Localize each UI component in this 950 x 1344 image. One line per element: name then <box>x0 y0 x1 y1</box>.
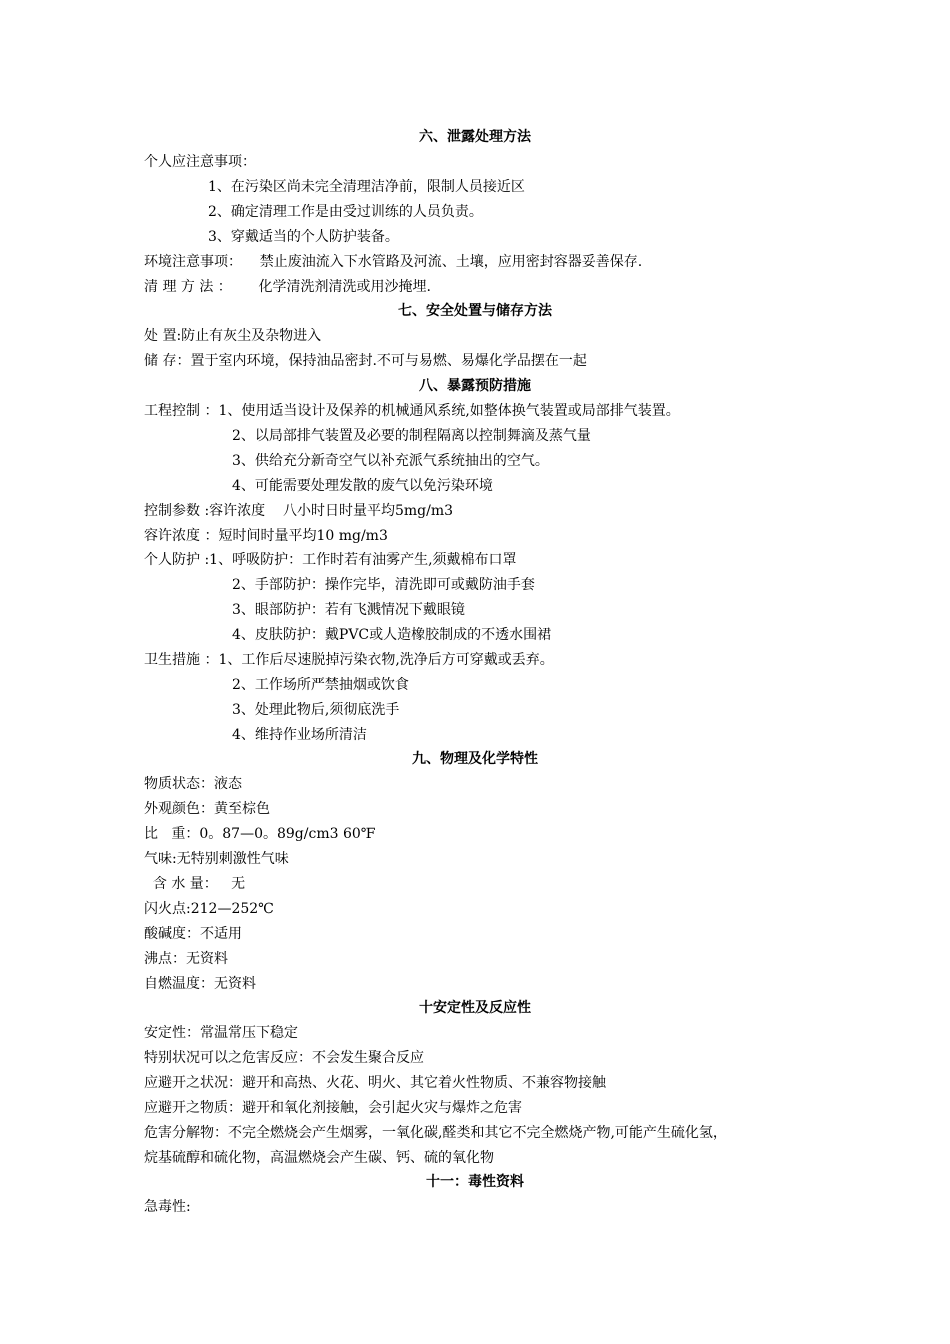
section-7-title: 七、安全处置与储存方法 <box>398 303 552 319</box>
personal-protection: 个人防护 :1、呼吸防护：工作时若有油雾产生,须戴棉布口罩 <box>144 552 517 568</box>
engineering-item: 4、可能需要处理发散的废气以免污染环境 <box>232 478 493 494</box>
property-line: 物质状态：液态 <box>144 776 242 792</box>
hygiene-item: 4、维持作业场所清洁 <box>232 727 367 743</box>
environment-precautions: 环境注意事项： 禁止废油流入下水管路及河流、土壤，应用密封容器妥善保存. <box>144 254 643 270</box>
property-line: 含 水 量： 无 <box>144 876 246 892</box>
section-9-title: 九、物理及化学特性 <box>412 751 538 767</box>
control-parameters: 控制参数 :容许浓度 八小时日时量平均5mg/m3 <box>144 503 454 519</box>
personal-item: 2、确定清理工作是由受过训练的人员负责。 <box>208 204 483 220</box>
stability-line: 应避开之物质：避开和氧化剂接触，会引起火灾与爆炸之危害 <box>144 1100 522 1116</box>
handling-text: 处 置:防止有灰尘及杂物进入 <box>144 328 322 344</box>
personal-item: 3、穿戴适当的个人防护装备。 <box>208 229 399 245</box>
stability-line: 危害分解物：不完全燃烧会产生烟雾，一氧化碳,醛类和其它不完全燃烧产物,可能产生硫化氢， <box>144 1125 727 1141</box>
property-line: 沸点：无资料 <box>144 951 228 967</box>
property-line: 比 重：0。87—0。89g/cm3 60℉ <box>144 826 376 842</box>
engineering-control: 工程控制 ：1、使用适当设计及保养的机械通风系统,如整体换气装置或局部排气装置。 <box>144 403 680 419</box>
hygiene-item: 3、处理此物后,须彻底洗手 <box>232 702 400 718</box>
storage-text: 储 存：置于室内环境，保持油品密封.不可与易燃、易爆化学品摆在一起 <box>144 353 587 369</box>
section-10-title: 十安定性及反应性 <box>419 1000 531 1016</box>
personal-precautions-label: 个人应注意事项： <box>144 154 256 170</box>
protection-item: 2、手部防护：操作完毕，清洗即可或戴防油手套 <box>232 577 535 593</box>
hygiene-item: 2、工作场所严禁抽烟或饮食 <box>232 677 409 693</box>
section-8-title: 八、暴露预防措施 <box>419 378 531 394</box>
property-line: 闪火点:212—252℃ <box>144 901 274 917</box>
section-6-title: 六、泄露处理方法 <box>419 129 531 145</box>
cleanup-method: 清 理 方 法 ： 化学清洗剂清洗或用沙掩埋. <box>144 279 431 295</box>
engineering-item: 2、以局部排气装置及必要的制程隔离以控制舞滴及蒸气量 <box>232 428 591 444</box>
protection-item: 4、皮肤防护：戴PVC或人造橡胶制成的不透水围裙 <box>232 627 552 643</box>
engineering-item: 3、供给充分新奇空气以补充派气系统抽出的空气。 <box>232 453 549 469</box>
property-line: 自燃温度：无资料 <box>144 976 256 992</box>
hygiene-measures: 卫生措施 ：1、工作后尽速脱掉污染衣物,洗净后方可穿戴或丢弃。 <box>144 652 554 668</box>
stability-line: 特别状况可以之危害反应：不会发生聚合反应 <box>144 1050 424 1066</box>
property-line: 酸碱度：不适用 <box>144 926 242 942</box>
allowed-concentration: 容许浓度 ：短时间时量平均10 mg/m3 <box>144 528 388 544</box>
stability-line: 烷基硫醇和硫化物，高温燃烧会产生碳、钙、硫的氧化物 <box>144 1150 494 1166</box>
stability-line: 安定性：常温常压下稳定 <box>144 1025 298 1041</box>
protection-item: 3、眼部防护：若有飞溅情况下戴眼镜 <box>232 602 465 618</box>
stability-line: 应避开之状况：避开和高热、火花、明火、其它着火性物质、不兼容物接触 <box>144 1075 606 1091</box>
property-line: 外观颜色：黄至棕色 <box>144 801 270 817</box>
section-11-title: 十一：毒性资料 <box>426 1174 524 1190</box>
acute-toxicity-label: 急毒性: <box>144 1199 191 1215</box>
property-line: 气味:无特别刺激性气味 <box>144 851 289 867</box>
personal-item: 1、在污染区尚未完全清理洁净前，限制人员接近区 <box>208 179 525 195</box>
